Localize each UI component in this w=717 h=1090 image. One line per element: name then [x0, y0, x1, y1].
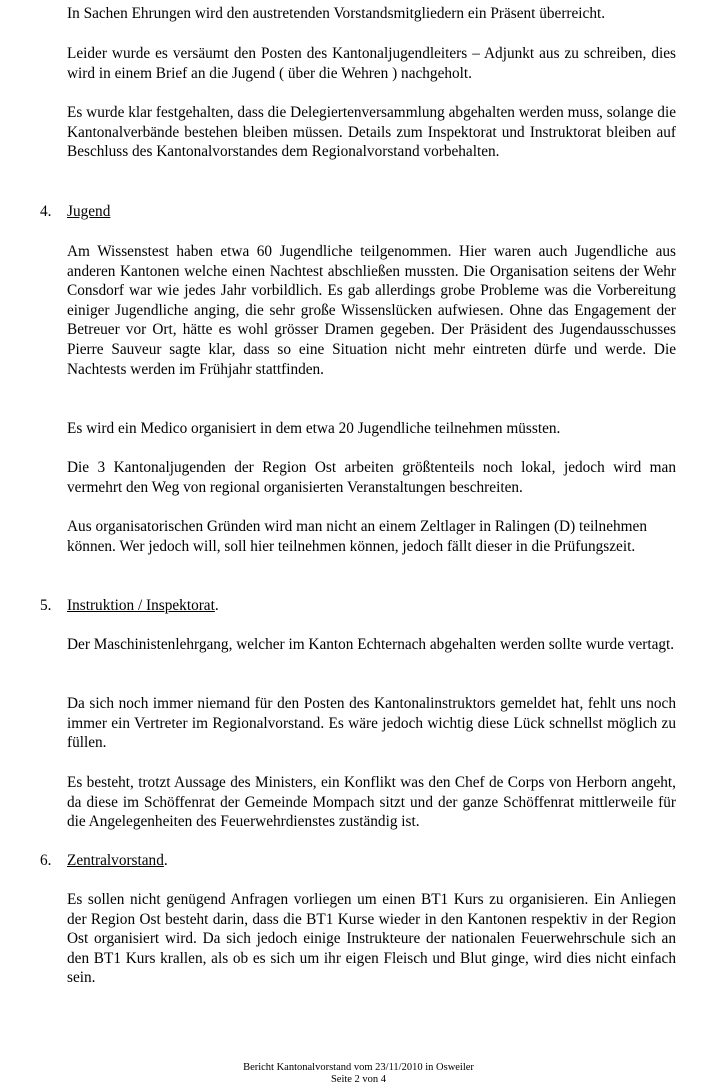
section-heading-jugend: [40, 202, 110, 222]
footer-page-number: Seite 2 von 4: [330, 1074, 387, 1085]
paragraph-bt1-kurs: Es sollen nicht genügend Anfragen vorliegen um einen BT1 Kurs zu organisieren. Ein Anliegen der Region Ost besteht darin, dass die BT1 Kurse wieder in den Kantonen respektiv in der Region Ost organisiert wird. Da sich jedoch einige Instrukteure der nationalen Feuerwehrschule sich an den BT1 Kurs krallen, als ob es sich um ihr eigen Fleisch und Blut ginge, wird dies nicht einfach sein.: [67, 891, 676, 987]
section-heading-instruktion: [40, 596, 219, 616]
paragraph-konflikt: Es besteht, trotzt Aussage des Ministers, ein Konflikt was den Chef de Corps von Herborn angeht, da diese im Schöffenrat der Gemeinde Mompach sitzt und der ganze Schöffenrat mittlerweile für die Angelegenheiten des Feuerwehrdienstes zuständig ist.: [67, 774, 676, 831]
paragraph-adjunkt: Leider wurde es versäumt den Posten des Kantonaljugendleiters – Adjunkt aus zu schreiben, dies wird in einem Brief an die Jugend ( über die Wehren ) nachgeholt.: [67, 45, 676, 82]
section-title-suffix: .: [214, 597, 219, 614]
paragraph-ehrungen: In Sachen Ehrungen wird den austretenden Vorstandsmitgliedern ein Präsent überreicht.: [67, 5, 606, 22]
paragraph-maschinistenlehrgang: Der Maschinistenlehrgang, welcher im Kanton Echternach abgehalten werden sollte wurde vertagt.: [67, 636, 675, 653]
section-number: 4.: [40, 203, 52, 220]
section-title: Zentralvorstand: [67, 852, 164, 869]
paragraph-kantonalinstruktor: Da sich noch immer niemand für den Posten des Kantonalinstruktors gemeldet hat, fehlt uns noch immer ein Vertreter im Regionalvorstand. Es wäre jedoch wichtig diese Lück schnellst möglich zu füllen.: [67, 695, 676, 752]
section-title: Instruktion / Inspektorat: [67, 597, 215, 614]
section-title: Jugend: [67, 203, 111, 220]
paragraph-delegiertenversammlung: Es wurde klar festgehalten, dass die Delegiertenversammlung abgehalten werden muss, solange die Kantonalverbände bestehen bleiben müssen. Details zum Inspektorat und Instruktorat bleiben auf Beschluss des Kantonalvorstandes dem Regionalvorstand vorbehalten.: [67, 104, 676, 161]
section-heading-zentralvorstand: [40, 851, 168, 871]
paragraph-zeltlager: Aus organisatorischen Gründen wird man nicht an einem Zeltlager in Ralingen (D) teilnehmen können. Wer jedoch will, soll hier teilnehmen können, jedoch fällt dieser in die Prüfungszeit.: [67, 518, 647, 555]
paragraph-kantonaljugenden: Die 3 Kantonaljugenden der Region Ost arbeiten größtenteils noch lokal, jedoch wird man vermehrt den Weg von regional organisierten Veranstaltungen beschreiten.: [67, 459, 676, 496]
section-number: 6.: [40, 852, 52, 869]
paragraph-wissenstest: Am Wissenstest haben etwa 60 Jugendliche teilgenommen. Hier waren auch Jugendliche aus anderen Kantonen welche einen Nachtest abschließen mussten. Die Organisation seitens der Wehr Consdorf war wie jedes Jahr vorbildlich. Es gab allerdings grobe Probleme was die Vorbereitung einiger Jugendliche anging, die sehr große Wissenslücken aufwiesen. Ohne das Engagement der Betreuer vor Ort, hätte es wohl grösser Dramen gegeben. Der Präsident des Jugendausschusses Pierre Sauveur sagte klar, dass so eine Situation nicht mehr eintreten dürfe und werde. Die Nachtests werden im Frühjahr stattfinden.: [67, 243, 676, 378]
section-number: 5.: [40, 597, 52, 614]
footer-report-line: Bericht Kantonalvorstand vom 23/11/2010 in Osweiler: [243, 1062, 474, 1073]
paragraph-medico: Es wird ein Medico organisiert in dem etwa 20 Jugendliche teilnehmen müssten.: [67, 420, 561, 437]
page-footer: [0, 1062, 717, 1086]
section-title-suffix: .: [163, 852, 168, 869]
